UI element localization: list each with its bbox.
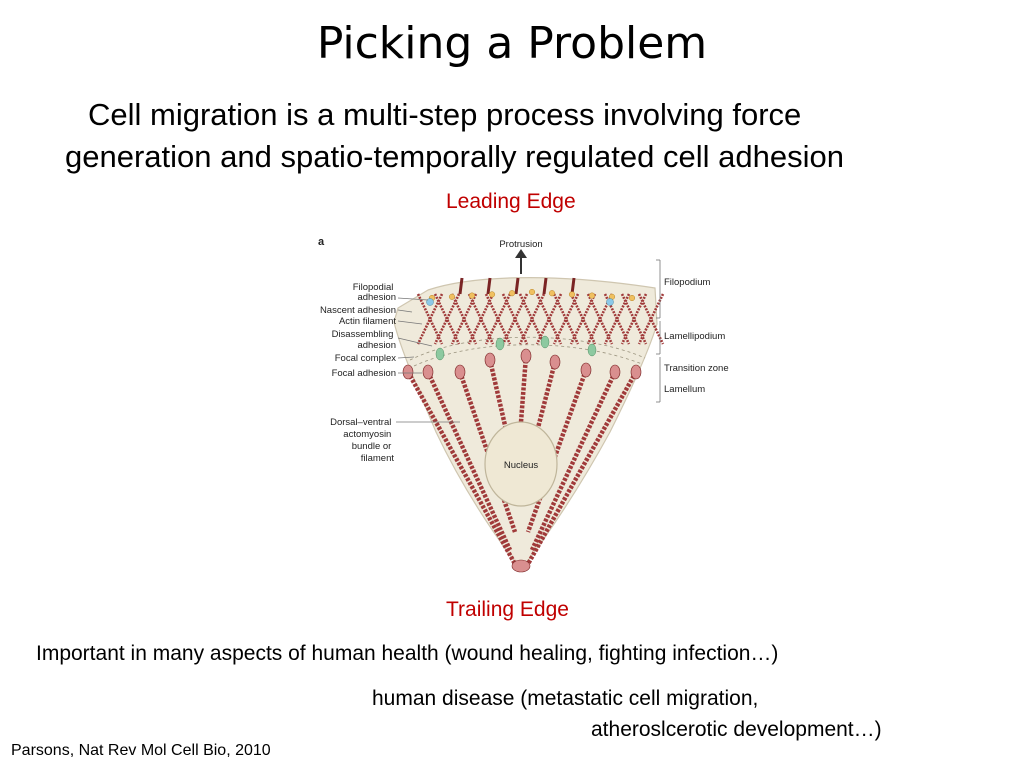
protrusion-arrowhead bbox=[515, 249, 527, 258]
filopodium-bundle bbox=[460, 278, 462, 294]
focal-adhesion bbox=[631, 365, 641, 379]
focal-adhesion bbox=[581, 363, 591, 377]
bullet-text-line-2: generation and spatio-temporally regulated cell adhesion bbox=[65, 139, 844, 174]
bullet-text-line-1: Cell migration is a multi-step process involving force bbox=[88, 97, 802, 132]
disease-text-line-1: human disease (metastatic cell migration, bbox=[372, 687, 759, 710]
label-actin-filament: Actin filament bbox=[338, 316, 396, 327]
nascent-adhesion bbox=[449, 294, 455, 300]
cell-migration-diagram bbox=[310, 232, 744, 578]
protrusion-label: Protrusion bbox=[499, 239, 543, 250]
nascent-adhesion bbox=[629, 295, 635, 301]
nascent-adhesion bbox=[489, 292, 495, 298]
leading-edge-label: Leading Edge bbox=[446, 190, 576, 213]
focal-complex bbox=[436, 348, 444, 360]
label-focal-adhesion: Focal adhesion bbox=[331, 368, 396, 379]
focal-adhesion bbox=[550, 355, 560, 369]
label-filopodium: Filopodium bbox=[664, 277, 711, 288]
label-transition-zone: Transition zone bbox=[664, 363, 729, 374]
nucleus-label: Nucleus bbox=[503, 460, 539, 471]
slide-title: Picking a Problem bbox=[316, 18, 708, 69]
focal-adhesion bbox=[403, 365, 413, 379]
label-filopodial-adhesion: Filopodial adhesion bbox=[352, 282, 396, 303]
focal-complex bbox=[541, 336, 549, 348]
label-focal-complex: Focal complex bbox=[334, 353, 396, 364]
importance-text: Important in many aspects of human health (wound healing, fighting infection…) bbox=[36, 642, 779, 665]
label-lamellum: Lamellum bbox=[664, 384, 706, 395]
filopodial-adhesion bbox=[607, 299, 614, 306]
focal-adhesion bbox=[485, 353, 495, 367]
label-disassembling-adhesion: Disassembling adhesion bbox=[331, 329, 396, 351]
filopodium-bundle bbox=[488, 278, 490, 294]
label-nascent-adhesion: Nascent adhesion bbox=[319, 305, 396, 316]
filopodium-bundle bbox=[516, 278, 518, 294]
nascent-adhesion bbox=[529, 289, 535, 295]
focal-adhesion bbox=[455, 365, 465, 379]
focal-adhesion bbox=[610, 365, 620, 379]
nascent-adhesion bbox=[569, 292, 575, 298]
focal-complex bbox=[588, 344, 596, 356]
filopodial-adhesion bbox=[427, 299, 434, 306]
filopodium-bundle bbox=[544, 278, 546, 294]
focal-complex bbox=[496, 338, 504, 350]
label-lamellipodium: Lamellipodium bbox=[664, 331, 726, 342]
nascent-adhesion bbox=[589, 293, 595, 299]
nascent-adhesion bbox=[549, 290, 555, 296]
nascent-adhesion bbox=[509, 290, 515, 296]
right-labels bbox=[656, 260, 729, 402]
trailing-edge-label: Trailing Edge bbox=[446, 598, 569, 621]
panel-letter: a bbox=[318, 236, 325, 248]
label-dorsal-ventral-bundle: Dorsal–ventral actomyosin bundle or filament bbox=[330, 417, 394, 464]
trailing-adhesion bbox=[512, 560, 530, 572]
nascent-adhesion bbox=[469, 293, 475, 299]
focal-adhesion bbox=[521, 349, 531, 363]
disease-text-line-2: atheroslcerotic development…) bbox=[591, 718, 882, 741]
focal-adhesion bbox=[423, 365, 433, 379]
citation: Parsons, Nat Rev Mol Cell Bio, 2010 bbox=[11, 742, 271, 759]
